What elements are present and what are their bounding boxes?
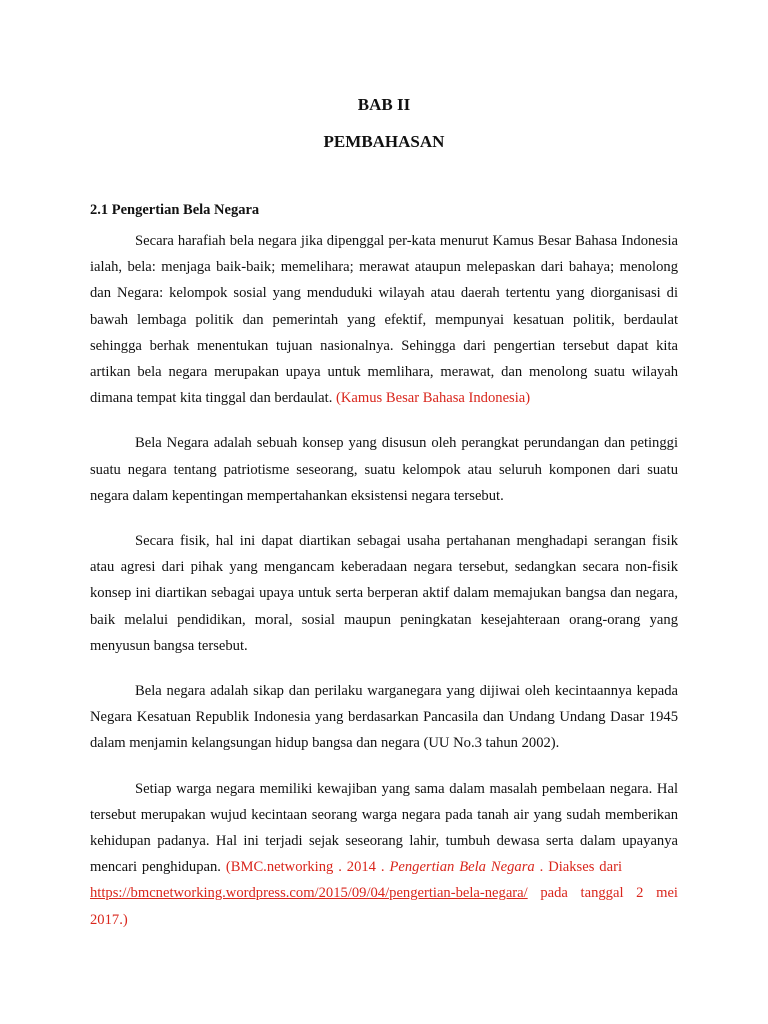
paragraph-5 bbox=[90, 776, 678, 933]
paragraph-1 bbox=[90, 228, 678, 411]
section-title: 2.1 Pengertian Bela Negara bbox=[90, 202, 260, 218]
paragraph-1-citation: (Kamus Besar Bahasa Indonesia) bbox=[336, 390, 531, 407]
paragraph-1-text: Secara harafiah bela negara jika dipenggal per-kata menurut Kamus Besar Bahasa Indonesia ialah, bela: menjaga baik-baik; memelihara; merawat ataupun melepaskan dari bahaya; menolong dan Negara: kelompok sosial yang menduduki wilayah atau daerah tertentu yang diorganisasi di bawah lembaga politik dan pemerintah yang efektif, mempunyai kesatuan politik, berdaulat sehingga berhak menentukan tujuan nasionalnya. Sehingga dari pengertian tersebut dapat kita artikan bela negara merupakan upaya untuk memlihara, merawat, dan menolong suatu wilayah dimana tempat kita tinggal dan berdaulat. bbox=[90, 233, 678, 407]
chapter-heading: BAB II bbox=[357, 95, 411, 114]
paragraph-2: Bela Negara adalah sebuah konsep yang disusun oleh perangkat perundangan dan petinggi suatu negara tentang patriotisme seseorang, suatu kelompok atau seluruh komponen dari suatu negara dalam kepentingan mempertahankan eksistensi negara tersebut. bbox=[90, 435, 678, 504]
citation-title: Pengertian Bela Negara bbox=[389, 859, 535, 876]
citation-date: pada tanggal 2 mei 2017.) bbox=[90, 885, 678, 928]
paragraph-4: Bela negara adalah sikap dan perilaku warganegara yang dijiwai oleh kecintaannya kepada Negara Kesatuan Republik Indonesia yang berdasarkan Pancasila dan Undang Undang Dasar 1945 dalam menjamin kelangsungan hidup bangsa dan negara (UU No.3 tahun 2002). bbox=[90, 683, 678, 752]
document-body bbox=[90, 200, 678, 952]
citation-url-link[interactable]: https://bmcnetworking.wordpress.com/2015/09/04/pengertian-bela-negara/ bbox=[90, 885, 528, 902]
chapter-title: PEMBAHASAN bbox=[323, 132, 445, 151]
citation-accessed: Diakses dari bbox=[548, 859, 622, 876]
citation-dot: . bbox=[539, 859, 544, 876]
citation-source: (BMC.networking . 2014 . bbox=[225, 859, 385, 876]
paragraph-3: Secara fisik, hal ini dapat diartikan sebagai usaha pertahanan menghadapi serangan fisik atau agresi dari pihak yang mengancam keberadaan negara tersebut, sedangkan secara non-fisik konsep ini diartikan sebagai upaya untuk serta berperan aktif dalam memajukan bangsa dan negara, baik melalui pendidikan, moral, sosial maupun peningkatan kesejahteraan orang-orang yang menyusun bangsa tersebut. bbox=[90, 533, 678, 654]
paragraph-5-text: Setiap warga negara memiliki kewajiban yang sama dalam masalah pembelaan negara. Hal tersebut merupakan wujud kecintaan seorang warga negara pada tanah air yang sudah memberikan kehidupan padanya. Hal ini terjadi sejak seseorang lahir, tumbuh dewasa serta dalam upayanya mencari penghidupan. bbox=[90, 780, 678, 876]
